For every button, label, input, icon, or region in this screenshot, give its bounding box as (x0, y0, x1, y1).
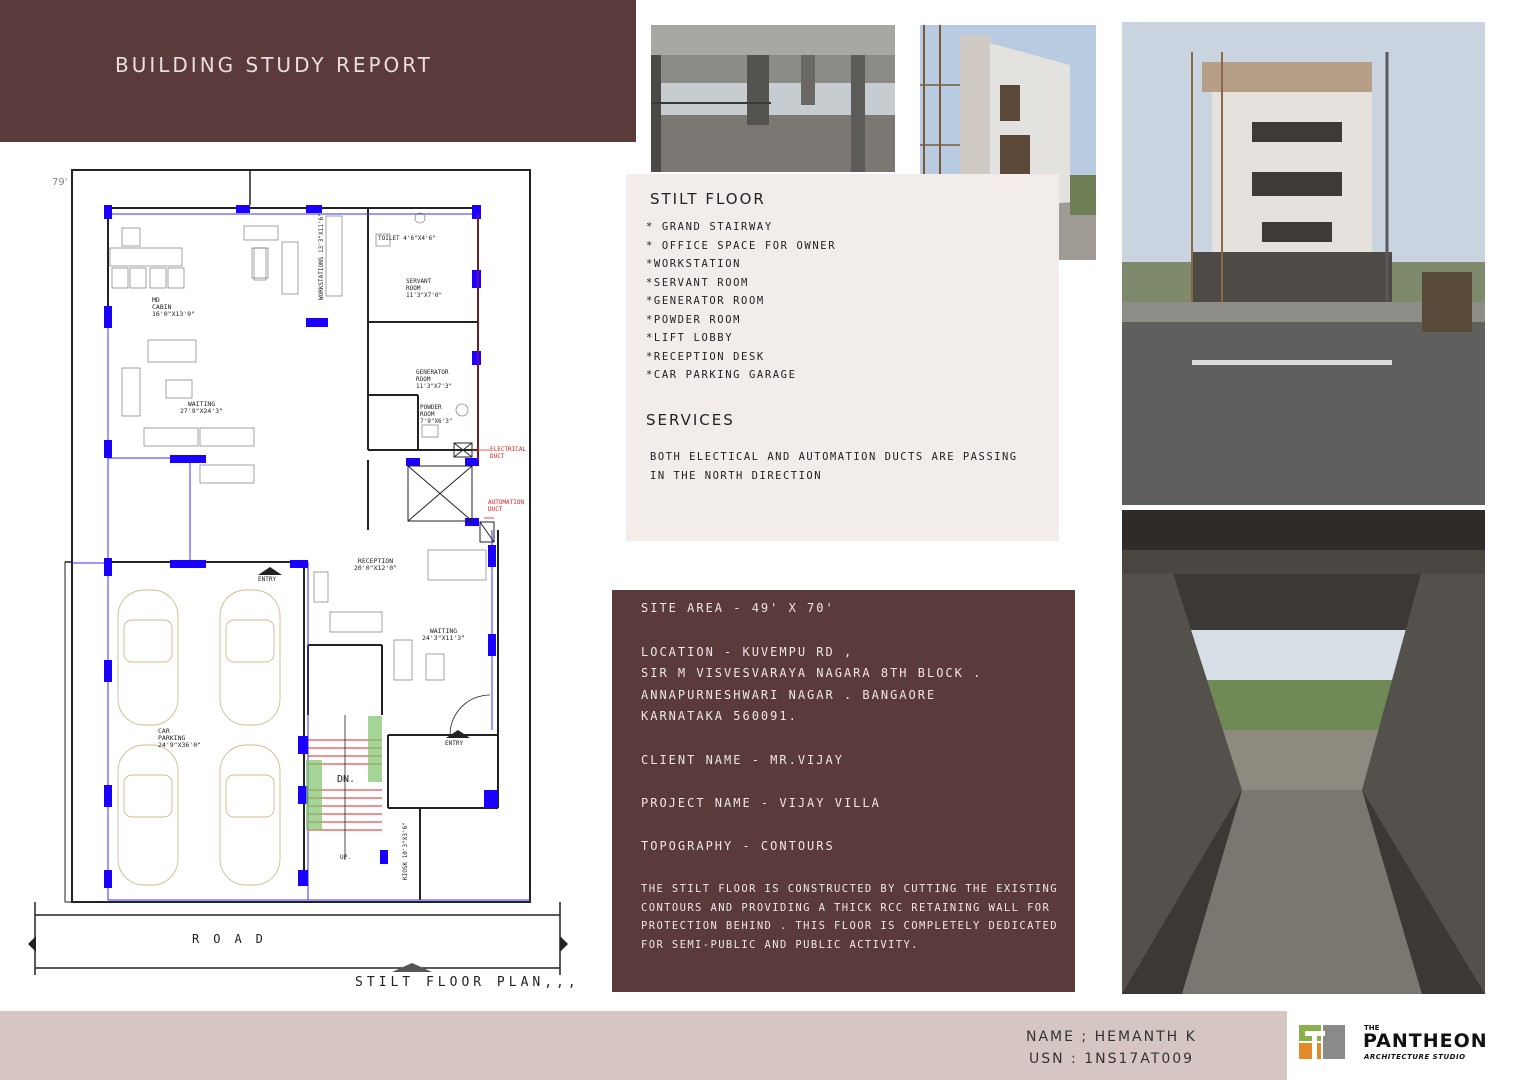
photo-building-front (1122, 22, 1485, 505)
label-powder-room: POWDER ROOM 7'9"X6'3" (420, 404, 453, 425)
plan-dimension-label: 79' (52, 177, 68, 188)
label-entry-1: ENTRY (258, 576, 277, 583)
site-area: SITE AREA - 49' X 70' (641, 601, 835, 615)
label-stair-up: UP. (340, 854, 351, 861)
stilt-description: THE STILT FLOOR IS CONSTRUCTED BY CUTTING THE EXISTING CONTOURS AND PROVIDING A THICK RCC RETAINING WALL FOR PROTECTION BEHIND . THIS FLOOR IS COMPLETELY DEDICATED FOR SEMI-PUBLIC AND PUBLIC ACTIVITY. (641, 883, 1058, 951)
location-line-2: SIR M VISVESVARAYA NAGARA 8TH BLOCK . (641, 666, 983, 680)
list-item: *SERVANT ROOM (646, 276, 749, 289)
list-item: *GENERATOR ROOM (646, 295, 765, 307)
list-item: *CAR PARKING GARAGE (646, 369, 797, 381)
client-name: CLIENT NAME - MR.VIJAY (641, 753, 844, 767)
student-usn: USN : 1NS17AT009 (1029, 1051, 1195, 1067)
photo-interior-stilt (651, 25, 895, 172)
logo-subtitle: ARCHITECTURE STUDIO (1364, 1053, 1466, 1061)
logo-the: THE (1364, 1024, 1380, 1032)
services-heading: SERVICES (646, 411, 735, 429)
label-entry-2: ENTRY (445, 740, 464, 747)
location-line-4: KARNATAKA 560091. (641, 709, 798, 723)
project-details-panel (612, 590, 1075, 992)
label-generator-room: GENERATOR ROOM 11'3"X7'3" (416, 369, 453, 390)
list-item: *LIFT LOBBY (646, 332, 734, 344)
stilt-floor-list (646, 218, 836, 385)
label-car-parking: CAR PARKING 24'9"X36'0" (158, 727, 202, 749)
stilt-floor-info-panel (626, 174, 1059, 541)
list-item: * OFFICE SPACE FOR OWNER (646, 239, 837, 252)
label-waiting-2: WAITING 24'3"X11'3" (422, 627, 466, 642)
student-name: NAME ; HEMANTH K (1026, 1029, 1197, 1045)
logo-brand: PANTHEON (1363, 1030, 1488, 1052)
stilt-floor-plan (20, 160, 590, 1000)
list-item: *WORKSTATION (646, 258, 742, 270)
title-band (0, 0, 636, 142)
photo-stair-view (1122, 510, 1485, 994)
plan-title: STILT FLOOR PLAN,,, (355, 975, 580, 990)
pantheon-logo-mark (1299, 1025, 1355, 1065)
label-toilet: TOILET 4'6"X4'6" (378, 235, 436, 242)
services-text: BOTH ELECTICAL AND AUTOMATION DUCTS ARE PASSING IN THE NORTH DIRECTION (650, 451, 1018, 482)
list-item: *RECEPTION DESK (646, 350, 765, 363)
label-reception: RECEPTION 20'0"X12'0" (354, 557, 398, 572)
location-line-1: LOCATION - KUVEMPU RD , (641, 645, 854, 659)
label-waiting-1: WAITING 27'9"X24'3" (180, 400, 224, 415)
road-label: ROAD (192, 932, 277, 946)
project-name: PROJECT NAME - VIJAY VILLA (641, 796, 881, 810)
label-stair-down: DN. (337, 774, 356, 785)
label-workstations: WORKSTATIONS 13'3"X11'6" (318, 213, 325, 300)
label-servant-room: SERVANT ROOM 11'3"X7'0" (406, 278, 443, 299)
location-line-3: ANNAPURNESHWARI NAGAR . BANGAORE (641, 688, 937, 702)
label-md-cabin: MD CABIN 16'0"X13'0" (152, 296, 196, 318)
report-title: BUILDING STUDY REPORT (115, 53, 433, 77)
topography: TOPOGRAPHY - CONTOURS (641, 839, 835, 853)
list-item: * GRAND STAIRWAY (646, 221, 773, 233)
stilt-floor-heading: STILT FLOOR (650, 190, 766, 208)
footer (0, 1011, 1287, 1080)
list-item: *POWDER ROOM (646, 313, 742, 326)
label-electrical-duct: ELECTRICAL DUCT (490, 446, 527, 460)
studio-logo (1287, 1011, 1527, 1080)
label-automation-duct: AUTOMATION DUCT (488, 499, 525, 513)
label-kiosk: KIOSK 10'3"X3'6" (402, 822, 409, 880)
